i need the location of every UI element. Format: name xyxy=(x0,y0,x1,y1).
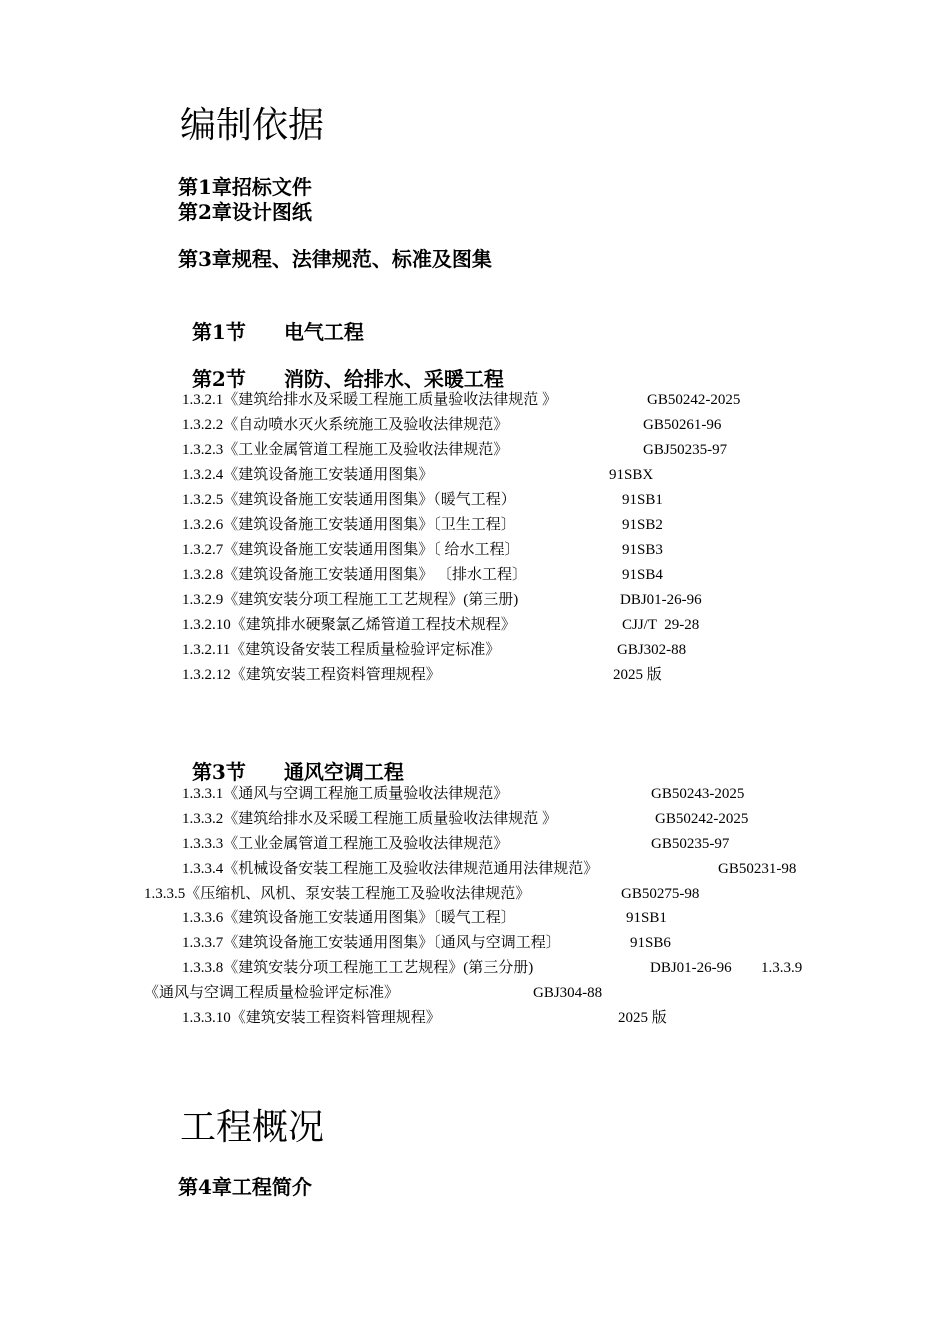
list-item-code: DBJ01-26-96 xyxy=(620,592,702,608)
list-item-code: 91SB3 xyxy=(622,542,663,558)
list-item-name: 1.3.2.4《建筑设备施工安装通用图集》 xyxy=(182,467,434,483)
list-item-name: 1.3.3.8《建筑安装分项工程施工工艺规程》(第三分册) xyxy=(182,960,534,976)
list-item-name: 1.3.3.10《建筑安装工程资料管理规程》 xyxy=(182,1010,441,1026)
list-item-name: 1.3.2.6《建筑设备施工安装通用图集》〔卫生工程〕 xyxy=(182,517,516,533)
list-item-code: GB50261-96 xyxy=(643,417,722,433)
list-item-name: 1.3.2.1《建筑给排水及采暖工程施工质量验收法律规范 》 xyxy=(182,392,558,408)
list-item-name: 1.3.2.5《建筑设备施工安装通用图集》（暖气工程） xyxy=(182,492,516,508)
list-item-code: 2025 版 xyxy=(613,667,662,683)
section-3 xyxy=(178,733,404,785)
section-2 xyxy=(178,340,504,392)
list-item-code: GB50231-98 xyxy=(718,861,797,877)
section-2-number: 第2节 xyxy=(191,367,246,391)
list-item-number: 1.3.3.9 xyxy=(761,960,803,976)
list-item-code: 91SBX xyxy=(609,467,654,483)
chapter-2: 第2章设计图纸 xyxy=(178,200,312,224)
list-item-name: 1.3.2.12《建筑安装工程资料管理规程》 xyxy=(182,667,441,683)
list-item-name: 1.3.2.7《建筑设备施工安装通用图集》〔 给水工程〕 xyxy=(182,542,520,558)
list-item-code: CJJ/T 29-28 xyxy=(622,617,700,633)
list-item-name: 1.3.2.3《工业金属管道工程施工及验收法律规范》 xyxy=(182,442,509,458)
heading-overview: 工程概况 xyxy=(180,1107,325,1148)
list-item-code: GBJ50235-97 xyxy=(643,442,728,458)
list-item-code: GB50243-2025 xyxy=(651,786,745,802)
list-item-code: 91SB1 xyxy=(622,492,663,508)
section-3-number: 第3节 xyxy=(191,760,246,784)
list-item-name: 1.3.3.5《压缩机、风机、泵安装工程施工及验收法律规范》 xyxy=(144,886,531,902)
list-item-name: 1.3.3.2《建筑给排水及采暖工程施工质量验收法律规范 》 xyxy=(182,811,558,827)
list-item-name: 《通风与空调工程质量检验评定标准》 xyxy=(144,985,400,1001)
list-item-name: 1.3.3.3《工业金属管道工程施工及验收法律规范》 xyxy=(182,836,509,852)
list-item-code: GB50242-2025 xyxy=(647,392,741,408)
list-item-code: 91SB1 xyxy=(626,910,667,926)
list-item-code: GBJ302-88 xyxy=(617,642,687,658)
list-item-name: 1.3.2.10《建筑排水硬聚氯乙烯管道工程技术规程》 xyxy=(182,617,516,633)
list-item-name: 1.3.3.1《通风与空调工程施工质量验收法律规范》 xyxy=(182,786,509,802)
list-item-code: GB50235-97 xyxy=(651,836,730,852)
list-item-code: DBJ01-26-96 xyxy=(650,960,732,976)
list-item-name: 1.3.3.7《建筑设备施工安装通用图集》〔通风与空调工程〕 xyxy=(182,935,561,951)
list-item-name: 1.3.2.11《建筑设备安装工程质量检验评定标准》 xyxy=(182,642,501,658)
list-item-code: 91SB4 xyxy=(622,567,663,583)
list-item-code: GB50275-98 xyxy=(621,886,700,902)
list-item-code: 91SB6 xyxy=(630,935,671,951)
chapter-1: 第1章招标文件 xyxy=(178,175,312,199)
list-item-name: 1.3.3.6《建筑设备施工安装通用图集》〔暖气工程〕 xyxy=(182,910,516,926)
section-1 xyxy=(178,293,364,345)
section-1-title: 电气工程 xyxy=(283,320,364,344)
section-3-title: 通风空调工程 xyxy=(283,760,404,784)
list-item-name: 1.3.2.2《自动喷水灭火系统施工及验收法律规范》 xyxy=(182,417,509,433)
section-1-number: 第1节 xyxy=(191,320,246,344)
list-item-code: GBJ304-88 xyxy=(533,985,603,1001)
chapter-4: 第4章工程简介 xyxy=(178,1175,312,1199)
list-item-name: 1.3.2.9《建筑安装分项工程施工工艺规程》(第三册) xyxy=(182,592,519,608)
heading-basis: 编制依据 xyxy=(180,105,325,146)
list-item-code: 2025 版 xyxy=(618,1010,667,1026)
list-item-code: 91SB2 xyxy=(622,517,663,533)
list-item-name: 1.3.2.8《建筑设备施工安装通用图集》 〔排水工程〕 xyxy=(182,567,528,583)
section-2-title: 消防、给排水、采暖工程 xyxy=(283,367,504,391)
list-item-code: GB50242-2025 xyxy=(655,811,749,827)
list-item-name: 1.3.3.4《机械设备安装工程施工及验收法律规范通用法律规范》 xyxy=(182,861,599,877)
chapter-3: 第3章规程、法律规范、标准及图集 xyxy=(178,247,492,271)
